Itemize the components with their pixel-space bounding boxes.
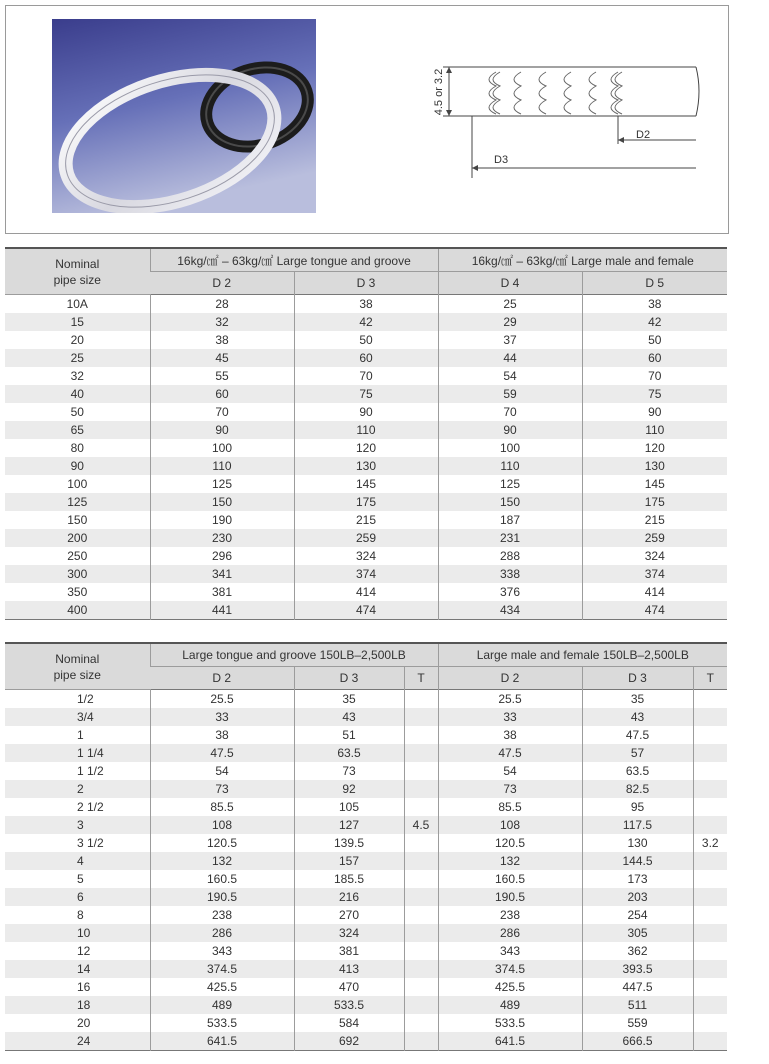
pipe-size-cell: 2 1/2	[77, 800, 104, 814]
table-row	[5, 349, 727, 367]
dimension-cell: 160.5	[438, 870, 582, 888]
thickness-cell	[404, 834, 438, 852]
table-row	[5, 996, 727, 1014]
dimension-cell: 286	[438, 924, 582, 942]
table-row	[5, 870, 727, 888]
dimension-cell: 341	[150, 565, 294, 583]
dimension-cell: 120	[294, 439, 438, 457]
dimension-cell: 33	[438, 708, 582, 726]
pipe-size-cell: 200	[5, 529, 150, 547]
thickness-cell	[693, 942, 727, 960]
dimension-cell: 70	[438, 403, 582, 421]
dimension-cell: 47.5	[438, 744, 582, 762]
pipe-size-cell: 10A	[5, 295, 150, 314]
dimension-cell: 533.5	[150, 1014, 294, 1032]
dimension-cell: 144.5	[582, 852, 693, 870]
dimension-cell: 203	[582, 888, 693, 906]
product-figure-panel	[5, 5, 729, 234]
dimension-cell: 173	[582, 870, 693, 888]
column-header: D 4	[438, 272, 582, 295]
dimension-cell: 190.5	[150, 888, 294, 906]
thickness-cell	[404, 1014, 438, 1032]
dimension-cell: 32	[150, 313, 294, 331]
dimension-cell: 376	[438, 583, 582, 601]
pipe-size-cell: 12	[77, 944, 91, 958]
thickness-cell	[693, 744, 727, 762]
dimension-cell: 38	[294, 295, 438, 314]
dimension-cell: 190.5	[438, 888, 582, 906]
dimension-cell: 130	[582, 457, 727, 475]
dimension-cell: 374.5	[438, 960, 582, 978]
dimension-cell: 59	[438, 385, 582, 403]
dimension-cell: 57	[582, 744, 693, 762]
dimension-cell: 343	[150, 942, 294, 960]
column-header: D 3	[294, 667, 404, 690]
dimension-cell: 533.5	[438, 1014, 582, 1032]
table-row	[5, 367, 727, 385]
dimension-cell: 393.5	[582, 960, 693, 978]
gasket-cross-section-diagram	[396, 50, 716, 184]
dimension-cell: 338	[438, 565, 582, 583]
dimension-cell: 139.5	[294, 834, 404, 852]
column-header: D 5	[582, 272, 727, 295]
dimension-cell: 145	[294, 475, 438, 493]
dimension-cell: 120.5	[150, 834, 294, 852]
nominal-pipe-size-header: Nominal pipe size	[5, 643, 150, 690]
pipe-size-cell: 3	[5, 816, 150, 834]
dimension-cell: 474	[294, 601, 438, 620]
dimension-cell: 434	[438, 601, 582, 620]
dimension-cell: 254	[582, 906, 693, 924]
table-row	[5, 852, 727, 870]
dimension-cell: 90	[438, 421, 582, 439]
table-row	[5, 547, 727, 565]
dimension-cell: 374.5	[150, 960, 294, 978]
dimension-cell: 441	[150, 601, 294, 620]
thickness-cell	[693, 1032, 727, 1051]
pipe-size-cell: 100	[67, 477, 88, 491]
table-row	[5, 762, 727, 780]
pipe-size-cell: 1 1/2	[77, 764, 104, 778]
dimension-cell: 38	[150, 726, 294, 744]
dimension-cell: 70	[294, 367, 438, 385]
thickness-cell	[404, 906, 438, 924]
dimension-cell: 120.5	[438, 834, 582, 852]
dimension-cell: 425.5	[438, 978, 582, 996]
dimension-cell: 238	[150, 906, 294, 924]
dimension-cell: 38	[582, 295, 727, 314]
table-row	[5, 744, 727, 762]
tongue-groove-group-header: Large tongue and groove 150LB–2,500LB	[150, 643, 438, 667]
table-row	[5, 583, 727, 601]
dimension-cell: 29	[438, 313, 582, 331]
pipe-size-cell: 20	[70, 333, 84, 347]
dimension-cell: 362	[582, 942, 693, 960]
table-row	[5, 457, 727, 475]
thickness-cell	[404, 762, 438, 780]
dimension-cell: 324	[294, 547, 438, 565]
table-row	[5, 906, 727, 924]
dimension-cell: 63.5	[294, 744, 404, 762]
gasket-product-photo	[52, 19, 316, 213]
table-row	[5, 529, 727, 547]
table-row	[5, 565, 727, 583]
dimension-cell: 25.5	[150, 690, 294, 709]
dimension-cell: 51	[294, 726, 404, 744]
thickness-cell	[404, 852, 438, 870]
dimension-cell: 288	[438, 547, 582, 565]
dimension-cell: 54	[438, 367, 582, 385]
pipe-size-cell: 40	[5, 385, 150, 403]
male-female-group-header: 16kg/㎠ – 63kg/㎠ Large male and female	[438, 248, 727, 272]
dimension-cell: 175	[582, 493, 727, 511]
dimension-cell: 38	[438, 726, 582, 744]
pipe-size-cell: 10	[5, 924, 150, 942]
dimension-cell: 108	[150, 816, 294, 834]
table-row	[5, 1032, 727, 1051]
dimension-cell: 145	[582, 475, 727, 493]
nominal-pipe-size-header: Nominal pipe size	[5, 248, 150, 295]
thickness-cell	[404, 924, 438, 942]
thickness-cell: 4.5	[404, 816, 438, 834]
dimension-cell: 90	[294, 403, 438, 421]
table-row	[5, 295, 727, 314]
dimension-cell: 511	[582, 996, 693, 1014]
dimension-cell: 110	[438, 457, 582, 475]
thickness-cell	[693, 798, 727, 816]
dimension-cell: 190	[150, 511, 294, 529]
dimension-cell: 692	[294, 1032, 404, 1051]
thickness-cell	[404, 888, 438, 906]
dimension-cell: 125	[438, 475, 582, 493]
dimension-cell: 50	[582, 331, 727, 349]
table-row	[5, 834, 727, 852]
dimension-cell: 231	[438, 529, 582, 547]
dimension-cell: 25	[438, 295, 582, 314]
dimension-cell: 117.5	[582, 816, 693, 834]
table-row	[5, 726, 727, 744]
thickness-label: 4.5 or 3.2	[433, 68, 445, 116]
table-row	[5, 1014, 727, 1032]
dimension-cell: 270	[294, 906, 404, 924]
dimension-cell: 37	[438, 331, 582, 349]
dimension-cell: 73	[150, 780, 294, 798]
dimension-cell: 130	[294, 457, 438, 475]
dimension-cell: 215	[294, 511, 438, 529]
thickness-cell	[404, 978, 438, 996]
thickness-cell	[693, 726, 727, 744]
table-row	[5, 690, 727, 709]
dimension-cell: 324	[582, 547, 727, 565]
dimension-cell: 60	[150, 385, 294, 403]
table-row	[5, 511, 727, 529]
dimension-cell: 100	[150, 439, 294, 457]
dimension-cell: 60	[582, 349, 727, 367]
thickness-cell	[404, 780, 438, 798]
pipe-size-cell: 400	[5, 601, 150, 620]
dimension-cell: 150	[150, 493, 294, 511]
table-row	[5, 313, 727, 331]
thickness-cell	[693, 816, 727, 834]
dimension-cell: 230	[150, 529, 294, 547]
thickness-cell	[404, 744, 438, 762]
pipe-size-cell: 4	[5, 852, 150, 870]
pipe-size-cell: 15	[5, 313, 150, 331]
dimension-cell: 125	[150, 475, 294, 493]
pipe-size-cell: 1/2	[5, 690, 150, 709]
thickness-cell	[693, 888, 727, 906]
thickness-cell	[404, 1032, 438, 1051]
dimension-cell: 447.5	[582, 978, 693, 996]
thickness-cell	[693, 690, 727, 709]
metric-gasket-dimension-table	[5, 247, 727, 620]
dimension-cell: 44	[438, 349, 582, 367]
table-row	[5, 403, 727, 421]
dimension-cell: 105	[294, 798, 404, 816]
dimension-cell: 259	[582, 529, 727, 547]
thickness-cell	[693, 924, 727, 942]
thickness-cell	[404, 996, 438, 1014]
dimension-cell: 381	[150, 583, 294, 601]
dimension-cell: 381	[294, 942, 404, 960]
dimension-cell: 47.5	[582, 726, 693, 744]
dimension-cell: 42	[294, 313, 438, 331]
pipe-size-cell: 25	[5, 349, 150, 367]
dimension-cell: 666.5	[582, 1032, 693, 1051]
table-row	[5, 708, 727, 726]
table-row	[5, 601, 727, 620]
dimension-cell: 95	[582, 798, 693, 816]
table-row	[5, 942, 727, 960]
thickness-cell	[693, 996, 727, 1014]
dimension-cell: 73	[294, 762, 404, 780]
table-row	[5, 978, 727, 996]
dimension-cell: 489	[438, 996, 582, 1014]
dimension-cell: 108	[438, 816, 582, 834]
thickness-cell	[404, 726, 438, 744]
dimension-cell: 70	[582, 367, 727, 385]
table-row	[5, 385, 727, 403]
pipe-size-cell: 20	[77, 1016, 91, 1030]
column-header: D 2	[150, 272, 294, 295]
thickness-cell	[404, 960, 438, 978]
thickness-cell	[404, 690, 438, 709]
dimension-cell: 324	[294, 924, 404, 942]
dimension-cell: 55	[150, 367, 294, 385]
dimension-cell: 175	[294, 493, 438, 511]
pipe-size-cell: 1	[77, 728, 84, 742]
pipe-size-cell: 3 1/2	[77, 836, 104, 850]
dimension-cell: 130	[582, 834, 693, 852]
thickness-cell	[693, 870, 727, 888]
thickness-cell	[693, 906, 727, 924]
dimension-cell: 286	[150, 924, 294, 942]
column-header: D 3	[294, 272, 438, 295]
dimension-cell: 489	[150, 996, 294, 1014]
dimension-cell: 150	[438, 493, 582, 511]
pipe-size-cell: 65	[5, 421, 150, 439]
d2-label: D2	[636, 129, 651, 141]
dimension-cell: 73	[438, 780, 582, 798]
dimension-cell: 160.5	[150, 870, 294, 888]
table-row	[5, 798, 727, 816]
table-row	[5, 331, 727, 349]
thickness-cell	[693, 708, 727, 726]
dimension-cell: 216	[294, 888, 404, 906]
pipe-size-cell: 50	[70, 405, 84, 419]
dimension-cell: 343	[438, 942, 582, 960]
dimension-cell: 127	[294, 816, 404, 834]
pipe-size-cell: 2	[5, 780, 150, 798]
table-row	[5, 816, 727, 834]
pipe-size-cell: 150	[67, 513, 88, 527]
table-row	[5, 924, 727, 942]
dimension-cell: 641.5	[438, 1032, 582, 1051]
thickness-cell	[693, 960, 727, 978]
dimension-cell: 533.5	[294, 996, 404, 1014]
dimension-cell: 92	[294, 780, 404, 798]
table-row	[5, 780, 727, 798]
dimension-cell: 110	[294, 421, 438, 439]
dimension-cell: 559	[582, 1014, 693, 1032]
dimension-cell: 42	[582, 313, 727, 331]
pipe-size-cell: 32	[70, 369, 84, 383]
dimension-cell: 47.5	[150, 744, 294, 762]
pipe-size-cell: 90	[5, 457, 150, 475]
dimension-cell: 157	[294, 852, 404, 870]
table-row	[5, 960, 727, 978]
dimension-cell: 259	[294, 529, 438, 547]
column-header: D 2	[438, 667, 582, 690]
pipe-size-cell: 80	[70, 441, 84, 455]
column-header: T	[404, 667, 438, 690]
thickness-cell	[693, 978, 727, 996]
dimension-cell: 110	[150, 457, 294, 475]
dimension-cell: 70	[150, 403, 294, 421]
thickness-cell	[404, 870, 438, 888]
table-row	[5, 439, 727, 457]
dimension-cell: 63.5	[582, 762, 693, 780]
dimension-cell: 374	[582, 565, 727, 583]
dimension-cell: 296	[150, 547, 294, 565]
column-header: D 2	[150, 667, 294, 690]
thickness-cell	[693, 1014, 727, 1032]
dimension-cell: 85.5	[150, 798, 294, 816]
dimension-cell: 120	[582, 439, 727, 457]
pipe-size-cell: 3/4	[5, 708, 150, 726]
dimension-cell: 187	[438, 511, 582, 529]
dimension-cell: 584	[294, 1014, 404, 1032]
pipe-size-cell: 8	[77, 908, 84, 922]
dimension-cell: 60	[294, 349, 438, 367]
thickness-cell	[693, 762, 727, 780]
dimension-cell: 641.5	[150, 1032, 294, 1051]
pipe-size-cell: 18	[5, 996, 150, 1014]
table-row	[5, 421, 727, 439]
dimension-cell: 470	[294, 978, 404, 996]
dimension-cell: 215	[582, 511, 727, 529]
thickness-cell	[404, 708, 438, 726]
dimension-cell: 35	[582, 690, 693, 709]
dimension-cell: 54	[438, 762, 582, 780]
dimension-cell: 33	[150, 708, 294, 726]
dimension-cell: 25.5	[438, 690, 582, 709]
dimension-cell: 28	[150, 295, 294, 314]
thickness-cell	[404, 798, 438, 816]
dimension-cell: 305	[582, 924, 693, 942]
dimension-cell: 100	[438, 439, 582, 457]
dimension-cell: 54	[150, 762, 294, 780]
dimension-cell: 185.5	[294, 870, 404, 888]
dimension-cell: 90	[150, 421, 294, 439]
pipe-size-cell: 250	[67, 549, 88, 563]
dimension-cell: 35	[294, 690, 404, 709]
pipe-size-cell: 350	[67, 585, 88, 599]
dimension-cell: 374	[294, 565, 438, 583]
dimension-cell: 43	[582, 708, 693, 726]
tongue-groove-group-header: 16kg/㎠ – 63kg/㎠ Large tongue and groove	[150, 248, 438, 272]
dimension-cell: 110	[582, 421, 727, 439]
pipe-size-cell: 5	[77, 872, 84, 886]
dimension-cell: 474	[582, 601, 727, 620]
dimension-cell: 414	[582, 583, 727, 601]
pipe-size-cell: 24	[5, 1032, 150, 1051]
pipe-size-cell: 1 1/4	[5, 744, 150, 762]
table-row	[5, 475, 727, 493]
male-female-group-header: Large male and female 150LB–2,500LB	[438, 643, 727, 667]
pipe-size-cell: 125	[5, 493, 150, 511]
pipe-size-cell: 16	[77, 980, 91, 994]
dimension-cell: 45	[150, 349, 294, 367]
dimension-cell: 132	[438, 852, 582, 870]
dimension-cell: 75	[294, 385, 438, 403]
dimension-cell: 43	[294, 708, 404, 726]
column-header: T	[693, 667, 727, 690]
pipe-size-cell: 14	[5, 960, 150, 978]
dimension-cell: 38	[150, 331, 294, 349]
thickness-cell	[693, 780, 727, 798]
pipe-size-cell: 6	[5, 888, 150, 906]
thickness-cell	[693, 852, 727, 870]
dimension-cell: 413	[294, 960, 404, 978]
d3-label: D3	[494, 154, 509, 166]
dimension-cell: 82.5	[582, 780, 693, 798]
dimension-cell: 132	[150, 852, 294, 870]
thickness-cell: 3.2	[693, 834, 727, 852]
dimension-cell: 90	[582, 403, 727, 421]
dimension-cell: 238	[438, 906, 582, 924]
pipe-size-cell: 300	[5, 565, 150, 583]
dimension-cell: 50	[294, 331, 438, 349]
thickness-cell	[404, 942, 438, 960]
column-header: D 3	[582, 667, 693, 690]
table-row	[5, 493, 727, 511]
dimension-cell: 414	[294, 583, 438, 601]
dimension-cell: 425.5	[150, 978, 294, 996]
table-row	[5, 888, 727, 906]
dimension-cell: 85.5	[438, 798, 582, 816]
dimension-cell: 75	[582, 385, 727, 403]
imperial-gasket-dimension-table	[5, 642, 727, 1051]
